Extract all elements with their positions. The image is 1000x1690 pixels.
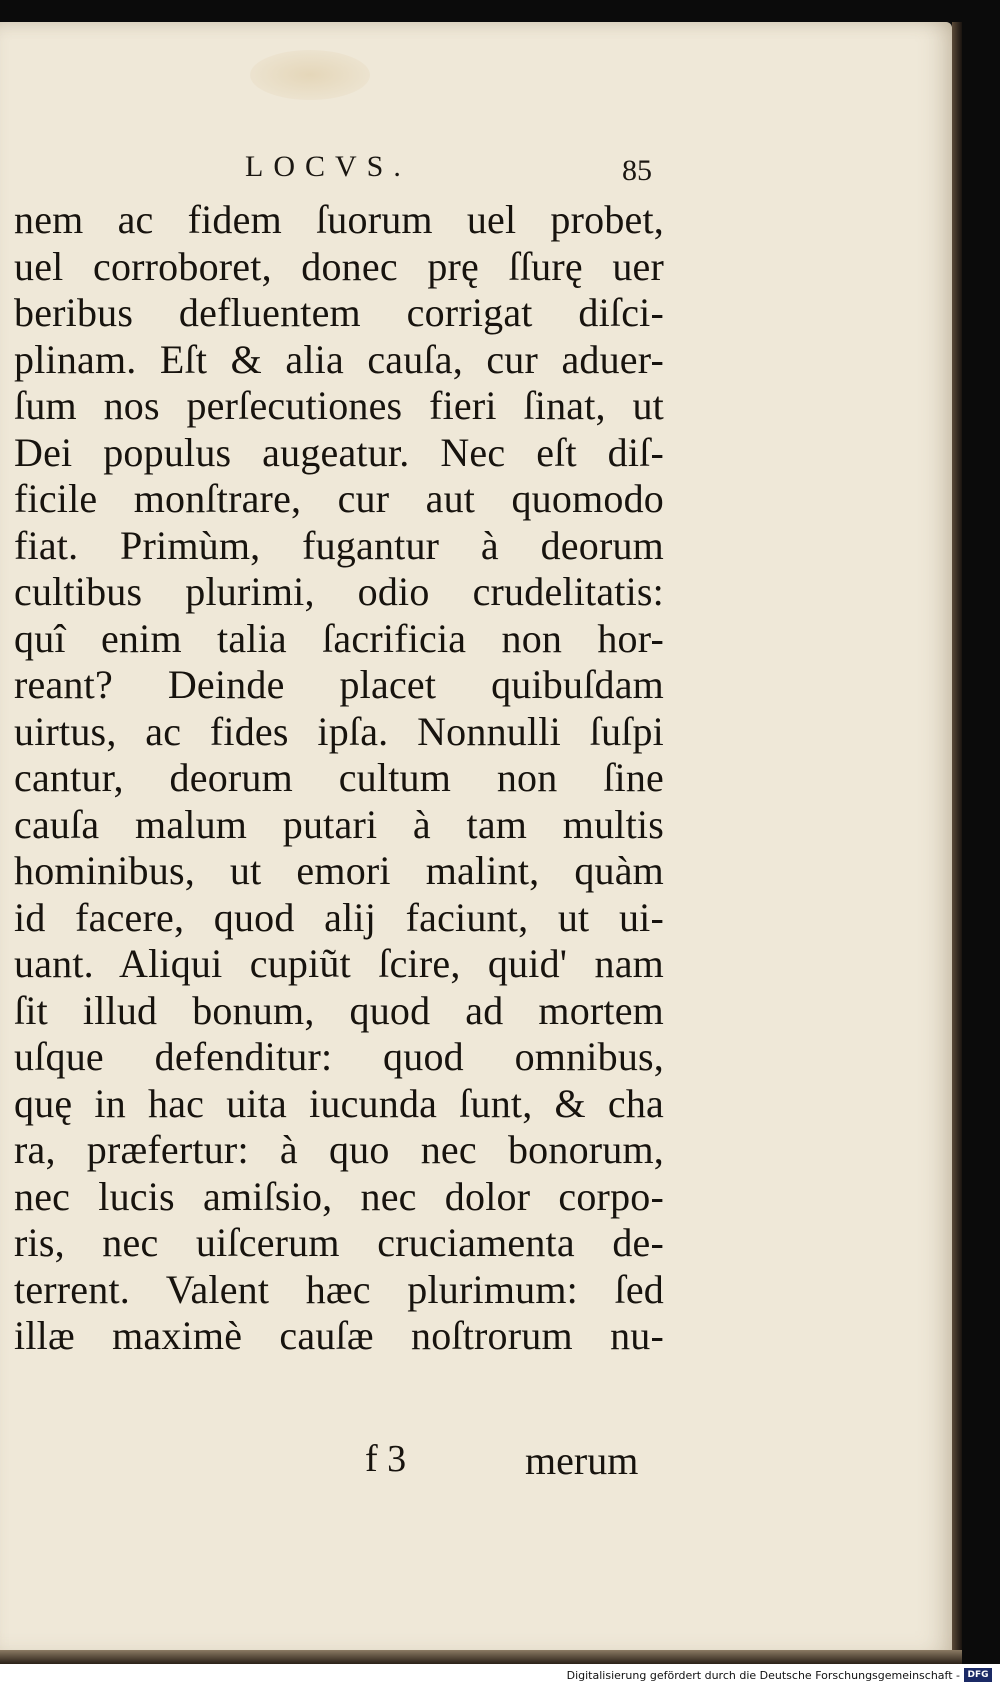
text-line: uirtus, ac fides ipſa. Nonnulli ſuſpi [14,708,664,754]
text-line: nem ac fidem ſuorum uel probet, [14,197,664,242]
text-line: reant? Deinde placet quibuſdam [14,662,664,707]
text-line: quę in hac uita iucunda ſunt, & cha [14,1080,664,1126]
text-line: quî enim talia ſacrificia non hor- [14,615,664,661]
paper-stain [250,50,370,100]
catchword: merum [525,1438,639,1483]
text-line: cantur, deorum cultum non ſine [14,755,664,800]
text-line: ra, præfertur: à quo nec bonorum, [14,1127,664,1172]
text-line: hominibus, ut emori malint, quàm [14,848,664,893]
text-line: ficile monſtrare, cur aut quomodo [14,476,664,521]
credit-text: Digitalisierung gefördert durch die Deutsche Forschungsgemeinschaft - [566,1669,960,1682]
signature-mark: f 3 [365,1438,407,1480]
text-line: ſit illud bonum, quod ad mortem [14,987,664,1033]
text-line: ſum nos perſecutiones fieri ſinat, ut [14,383,664,428]
page-header [0,150,952,190]
text-line: cauſa malum putari à tam multis [14,801,664,847]
text-block [14,197,664,1360]
text-line: beribus defluentem corrigat diſci- [14,290,664,335]
text-line: ris, nec uiſcerum cruciamenta de- [14,1220,664,1265]
text-line: uſque defenditur: quod omnibus, [14,1034,664,1079]
text-line: cultibus plurimi, odio crudelitatis: [14,569,664,614]
text-line: uant. Aliqui cupiũt ſcire, quid' nam [14,941,664,986]
text-line: plinam. Eſt & alia cauſa, cur aduer- [14,336,664,382]
text-line: id facere, quod alij faciunt, ut ui- [14,894,664,940]
text-line: uel corroboret, donec prę ſſurę uer [14,243,664,289]
running-title: LOCVS. [245,150,411,183]
dfg-logo: DFG [964,1668,992,1682]
book-page [0,22,952,1650]
page-edge [952,22,962,1650]
page-footer [0,1437,952,1487]
credit-bar [0,1664,1000,1690]
book-bottom-edge [0,1650,962,1664]
page-number: 85 [622,154,652,187]
text-line: terrent. Valent hæc plurimum: ſed [14,1266,664,1312]
text-line: Dei populus augeatur. Nec eſt diſ- [14,429,664,475]
text-line: illæ maximè cauſæ noſtrorum nu- [14,1313,664,1358]
text-line: fiat. Primùm, fugantur à deorum [14,522,664,568]
text-line: nec lucis amiſsio, nec dolor corpo- [14,1173,664,1219]
